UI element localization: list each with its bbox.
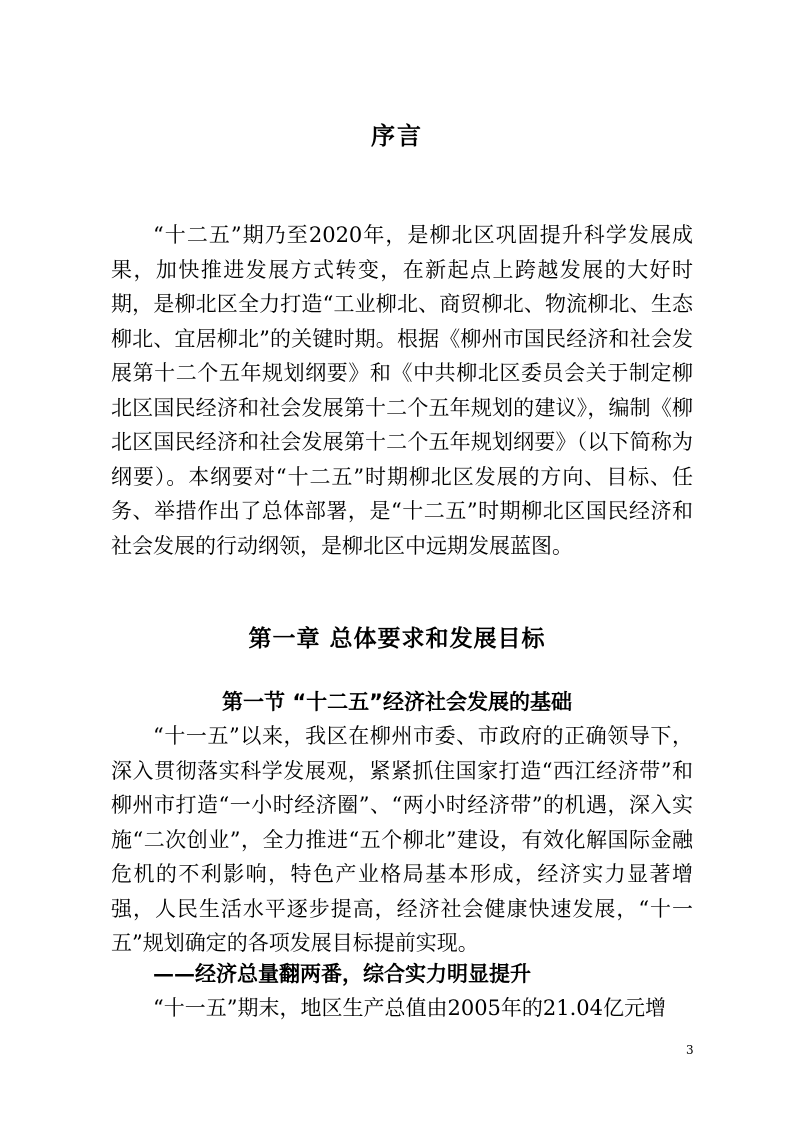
- chapter-title: 第一章 总体要求和发展目标: [248, 626, 546, 652]
- preface-title: 序言: [371, 122, 423, 150]
- section-paragraph: “十一五”以来，我区在柳州市委、市政府的正确领导下，深入贯彻落实科学发展观，紧紧抓住国家打造“西江经济带”和柳州市打造“一小时经济圈”、“两小时经济带”的机遇，深入实施“二次创业”，全力推进“五个柳北”建设，有效化解国际金融危机的不利影响，特色产业格局基本形成，经济实力显著增强，人民生活水平逐步提高，经济社会健康快速发展，“十一五”规划确定的各项发展目标提前实现。: [111, 724, 693, 955]
- section-subheading: ——经济总量翻两番，综合实力明显提升: [153, 961, 531, 986]
- section-paragraph-continued: “十一五”期末，地区生产总值由2005年的21.04亿元增: [153, 996, 667, 1020]
- section-title: 第一节 “十二五”经济社会发展的基础: [222, 690, 572, 714]
- preface-paragraph: “十二五”期乃至2020年，是柳北区巩固提升科学发展成果，加快推进发展方式转变，在新起点上跨越发展的大好时期，是柳北区全力打造“工业柳北、商贸柳北、物流柳北、生态柳北、宜居柳北”的关键时期。根据《柳州市国民经济和社会发展第十二个五年规划纲要》和《中共柳北区委员会关于制定柳北区国民经济和社会发展第十二个五年规划的建议》，编制《柳北区国民经济和社会发展第十二个五年规划纲要》（以下简称为纲要）。本纲要对“十二五”时期柳北区发展的方向、目标、任务、举措作出了总体部署，是“十二五”时期柳北区国民经济和社会发展的行动纲领，是柳北区中远期发展蓝图。: [111, 223, 693, 558]
- page-number: 3: [686, 1043, 694, 1057]
